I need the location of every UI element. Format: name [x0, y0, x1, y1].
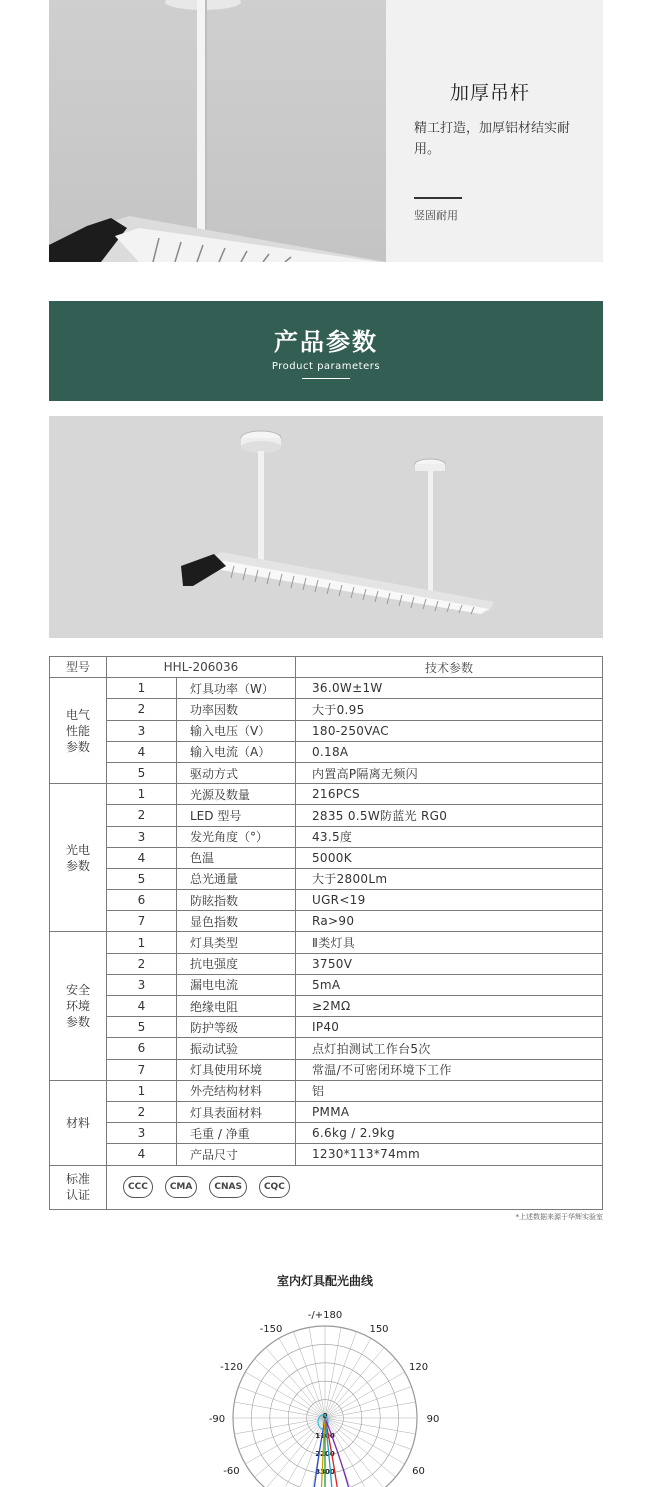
spec-row — [50, 1101, 603, 1122]
spec-param-name: 功率因数 — [177, 699, 296, 720]
spec-row — [50, 1017, 603, 1038]
spec-row — [50, 762, 603, 783]
polar-light-distribution-chart — [0, 1290, 650, 1487]
spec-row-number: 3 — [107, 720, 177, 741]
spec-row-number: 2 — [107, 805, 177, 826]
angle-label: -90 — [208, 1414, 226, 1425]
spec-param-value: Ra>90 — [296, 911, 603, 932]
spec-row — [50, 1144, 603, 1165]
feature-text-panel — [386, 0, 603, 262]
spec-param-value: 1230*113*74mm — [296, 1144, 603, 1165]
spec-param-name: 发光角度（°） — [177, 826, 296, 847]
spec-row-number: 6 — [107, 1038, 177, 1059]
spec-row-number: 5 — [107, 762, 177, 783]
spec-param-name: LED 型号 — [177, 805, 296, 826]
ccc-logo-icon: CCC — [123, 1176, 153, 1198]
spec-param-value: 点灯拍测试工作台5次 — [296, 1038, 603, 1059]
spec-row — [50, 868, 603, 889]
model-label: 型号 — [50, 657, 107, 678]
spec-category: 光电 参数 — [50, 784, 107, 932]
spec-row-number: 1 — [107, 1080, 177, 1101]
spec-head-row — [50, 657, 603, 678]
parameters-title: 产品参数 — [274, 328, 378, 356]
product-photo — [49, 416, 603, 638]
feature-description: 精工打造，加厚铝材结实耐用。 — [414, 121, 571, 157]
spec-category: 材料 — [50, 1080, 107, 1165]
spec-param-value: 0.18A — [296, 741, 603, 762]
spec-param-name: 输入电流（A） — [177, 741, 296, 762]
spec-param-value: 3750V — [296, 953, 603, 974]
spec-param-name: 漏电电流 — [177, 974, 296, 995]
standards-row — [50, 1165, 603, 1209]
angle-label: 120 — [408, 1362, 429, 1373]
spec-param-value: 5000K — [296, 847, 603, 868]
pendant-lamp-illustration — [49, 416, 603, 638]
cqc-logo-icon: CQC — [259, 1176, 290, 1198]
spec-row — [50, 826, 603, 847]
spec-param-value: ≥2MΩ — [296, 996, 603, 1017]
cma-logo-icon: CMA — [165, 1176, 198, 1198]
spec-param-value: 36.0W±1W — [296, 678, 603, 699]
spec-param-value: 180-250VAC — [296, 720, 603, 741]
radial-label: 3300 — [315, 1468, 335, 1476]
logo-strip — [113, 1176, 596, 1198]
spec-param-value: 内置高P隔离无频闪 — [296, 762, 603, 783]
spec-row — [50, 678, 603, 699]
angle-label: -150 — [259, 1323, 283, 1335]
spec-row — [50, 784, 603, 805]
spec-row — [50, 720, 603, 741]
spec-row — [50, 911, 603, 932]
tech-params-label: 技术参数 — [296, 657, 603, 678]
spec-param-name: 总光通量 — [177, 868, 296, 889]
angle-label: 90 — [426, 1414, 440, 1425]
spec-row — [50, 1059, 603, 1080]
spec-row-number: 3 — [107, 1123, 177, 1144]
spec-row-number: 4 — [107, 996, 177, 1017]
spec-row — [50, 741, 603, 762]
spec-row-number: 4 — [107, 741, 177, 762]
spec-row — [50, 699, 603, 720]
chart-title: 室内灯具配光曲线 — [276, 1274, 373, 1288]
spec-param-name: 振动试验 — [177, 1038, 296, 1059]
angle-label: -/+180 — [307, 1310, 343, 1321]
spec-row — [50, 1038, 603, 1059]
feature-tag: 竖固耐用 — [414, 209, 458, 222]
spec-row-number: 7 — [107, 1059, 177, 1080]
spec-row-number: 1 — [107, 932, 177, 953]
angle-label: 60 — [412, 1466, 425, 1477]
spec-param-name: 产品尺寸 — [177, 1144, 296, 1165]
spec-row-number: 7 — [107, 911, 177, 932]
spec-param-name: 抗电强度 — [177, 953, 296, 974]
spec-param-name: 输入电压（V） — [177, 720, 296, 741]
spec-param-name: 外壳结构材料 — [177, 1080, 296, 1101]
spec-category: 安全 环境 参数 — [50, 932, 107, 1080]
angle-label: 150 — [369, 1323, 389, 1335]
spec-row-number: 2 — [107, 699, 177, 720]
spec-param-value: 216PCS — [296, 784, 603, 805]
spec-row-number: 2 — [107, 1101, 177, 1122]
spec-param-value: 5mA — [296, 974, 603, 995]
spec-param-name: 灯具类型 — [177, 932, 296, 953]
spec-category: 电气 性能 参数 — [50, 678, 107, 784]
angle-label: -60 — [223, 1466, 240, 1477]
standards-category: 标准 认证 — [50, 1165, 107, 1209]
parameters-header — [49, 301, 603, 401]
radial-label: 1100 — [315, 1432, 335, 1440]
spec-param-name: 防护等级 — [177, 1017, 296, 1038]
spec-param-value: Ⅱ类灯具 — [296, 932, 603, 953]
spec-row-number: 5 — [107, 868, 177, 889]
spec-row — [50, 1080, 603, 1101]
angle-label: -120 — [220, 1362, 243, 1373]
spec-param-value: IP40 — [296, 1017, 603, 1038]
spec-param-name: 灯具使用环境 — [177, 1059, 296, 1080]
spec-param-value: 大于0.95 — [296, 699, 603, 720]
parameters-underline — [302, 378, 350, 379]
feature-section — [49, 0, 603, 262]
spec-param-value: UGR<19 — [296, 890, 603, 911]
spec-row-number: 1 — [107, 678, 177, 699]
spec-param-value: 6.6kg / 2.9kg — [296, 1123, 603, 1144]
model-value: HHL-206036 — [107, 657, 296, 678]
spec-row — [50, 890, 603, 911]
spec-row-number: 2 — [107, 953, 177, 974]
spec-param-name: 毛重 / 净重 — [177, 1123, 296, 1144]
spec-param-value: PMMA — [296, 1101, 603, 1122]
spec-param-name: 绝缘电阻 — [177, 996, 296, 1017]
spec-param-value: 大于2800Lm — [296, 868, 603, 889]
spec-param-name: 驱动方式 — [177, 762, 296, 783]
cnas-logo-icon: CNAS — [209, 1176, 247, 1198]
spec-row — [50, 847, 603, 868]
spec-row — [50, 953, 603, 974]
spec-param-value: 43.5度 — [296, 826, 603, 847]
spec-param-value: 2835 0.5W防蓝光 RG0 — [296, 805, 603, 826]
spec-param-name: 光源及数量 — [177, 784, 296, 805]
radial-label: 0 — [322, 1412, 328, 1420]
feature-title: 加厚吊杆 — [450, 82, 531, 104]
spec-row — [50, 1123, 603, 1144]
spec-param-name: 色温 — [177, 847, 296, 868]
spec-param-name: 显色指数 — [177, 911, 296, 932]
spec-param-value: 铝 — [296, 1080, 603, 1101]
spec-row — [50, 932, 603, 953]
spec-param-name: 灯具功率（W） — [177, 678, 296, 699]
spec-row-number: 5 — [107, 1017, 177, 1038]
spec-row — [50, 974, 603, 995]
spec-param-name: 灯具表面材料 — [177, 1101, 296, 1122]
radial-label: 2200 — [315, 1450, 335, 1458]
spec-row-number: 1 — [107, 784, 177, 805]
spec-table — [49, 656, 603, 1210]
spec-param-name: 防眩指数 — [177, 890, 296, 911]
spec-row-number: 4 — [107, 1144, 177, 1165]
feature-divider — [414, 197, 462, 199]
spec-row-number: 3 — [107, 826, 177, 847]
certification-logos — [107, 1165, 603, 1209]
rod-illustration — [49, 0, 386, 262]
spec-row — [50, 805, 603, 826]
spec-param-value: 常温/不可密闭环境下工作 — [296, 1059, 603, 1080]
parameters-subtitle: Product parameters — [271, 361, 381, 372]
data-source-note: *上述数据来源于华辉实验室 — [515, 1213, 603, 1221]
spec-row-number: 3 — [107, 974, 177, 995]
spec-row — [50, 996, 603, 1017]
rod-photo — [49, 0, 386, 262]
spec-row-number: 4 — [107, 847, 177, 868]
spec-row-number: 6 — [107, 890, 177, 911]
